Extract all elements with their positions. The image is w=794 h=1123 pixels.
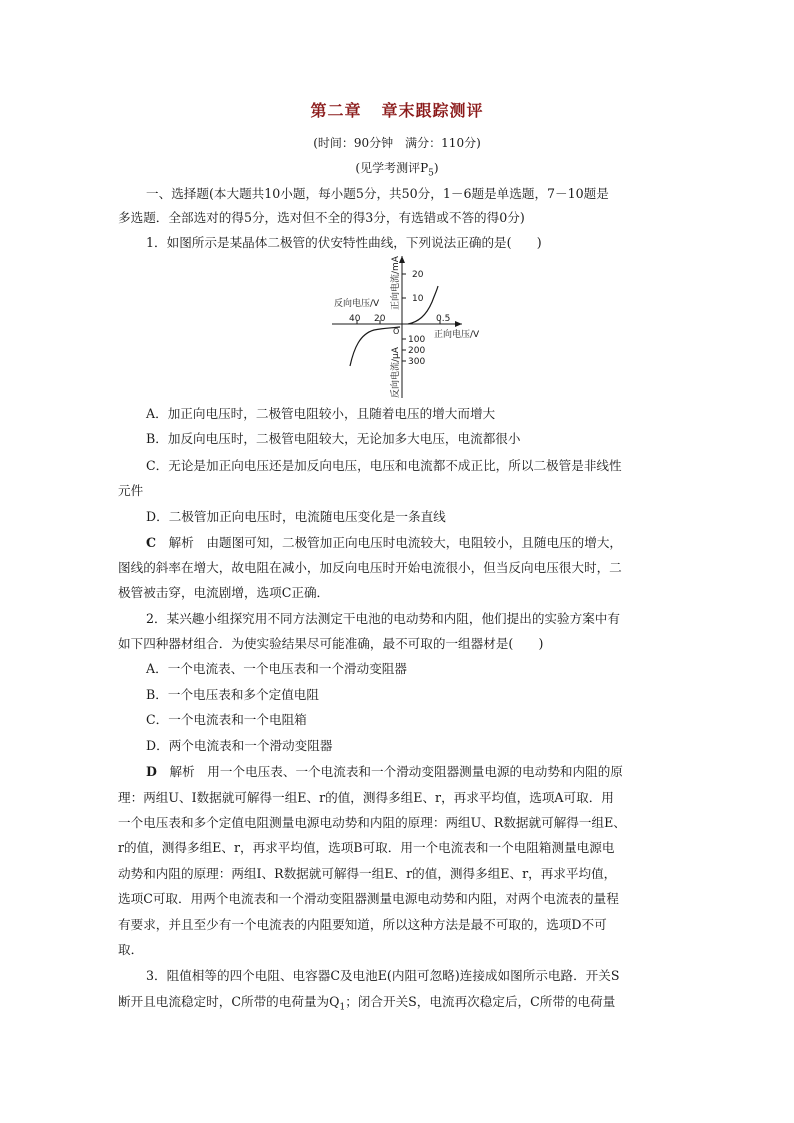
x-tick-label-40: 40 — [349, 314, 361, 324]
option-1d: D．二极管加正向电压时，电流随电压变化是一条直线 — [146, 509, 446, 524]
answer-2-line3: 一个电压表和多个定值电阻测量电源电动势和内阻的原理：两组U、R数据就可解得一组E、 — [118, 815, 626, 830]
section-heading-cont: 多选题．全部选对的得5分，选对但不全的得3分，有选错或不答的得0分) — [118, 210, 525, 225]
x-axis-arrow — [455, 321, 462, 327]
answer-1-label: 解析 — [168, 535, 194, 550]
answer-1-line1 — [146, 535, 706, 551]
answer-2-line7: 有要求，并且至少有一个电流表的内阻要知道，所以这种方法是最不可取的，选项D不可 — [118, 917, 607, 932]
answer-2-line1 — [146, 764, 706, 780]
x-pos-axis-label: 正向电压/V — [434, 330, 480, 340]
x-neg-axis-label: 反向电压/V — [334, 299, 380, 309]
chapter-number: 第二章 — [310, 101, 362, 120]
chapter-title — [0, 98, 794, 121]
answer-1-letter: C — [146, 535, 157, 550]
option-1c-cont: 元件 — [118, 483, 144, 498]
option-1b: B．加反向电压时，二极管电阻较大，无论加多大电压，电流都很小 — [146, 431, 521, 446]
answer-2-text: 用一个电压表、一个电流表和一个滑动变阻器测量电源的电动势和内阻的原 — [207, 764, 623, 779]
answer-2-line5: 动势和内阻的原理：两组I、R数据就可解得一组E、r的值，测得多组E、r，再求平均值， — [118, 866, 617, 881]
option-2a: A．一个电流表、一个电压表和一个滑动变阻器 — [146, 661, 407, 676]
origin-label: O — [393, 327, 400, 336]
option-1c: C．无论是加正向电压还是加反向电压，电压和电流都不成正比，所以二极管是非线性 — [146, 458, 622, 473]
answer-1-text: 由题图可知，二极管加正向电压时电流较大，电阻较小，且随电压的增大， — [206, 535, 622, 550]
forward-curve — [408, 286, 438, 324]
question-3: 3．阻值相等的四个电阻、电容器C及电池E(内阻可忽略)连接成如图所示电路．开关S — [146, 968, 620, 983]
answer-1-line3: 极管被击穿，电流剧增，选项C正确． — [118, 585, 330, 600]
y-neg-axis-label: 反向电流/μA — [391, 347, 401, 398]
y-tick-label-10: 10 — [412, 294, 424, 304]
y-tick-label-20: 20 — [412, 270, 424, 280]
section-heading: 一、选择题(本大题共10小题，每小题5分，共50分，1－6题是单选题，7－10题是 — [146, 186, 609, 201]
question-3-cont: 断开且电流稳定时，C所带的电荷量为$Q_1$；闭合开关S，电流再次稳定后，C所带的电荷量 — [118, 994, 616, 1013]
answer-2-line2: 理：两组U、I数据就可解得一组E、r的值，测得多组E、r，再求平均值，选项A可取．用 — [118, 790, 614, 805]
answer-2-line4: r的值，测得多组E、r，再求平均值，选项B可取．用一个电流表和一个电阻箱测量电源电 — [118, 840, 615, 855]
option-2d: D．两个电流表和一个滑动变阻器 — [146, 738, 333, 753]
question-2: 2．某兴趣小组探究用不同方法测定干电池的电动势和内阻，他们提出的实验方案中有 — [146, 611, 620, 626]
answer-1-line2: 图线的斜率在增大，故电阻在减小，加反向电压时开始电流很小，但当反向电压很大时，二 — [118, 560, 622, 575]
answer-2-label: 解析 — [169, 764, 195, 779]
y-pos-axis-label: 正向电流/mA — [391, 256, 401, 310]
option-1a: A．加正向电压时，二极管电阻较小，且随着电压的增大而增大 — [146, 406, 496, 421]
answer-2-letter: D — [146, 764, 157, 779]
y-tick-label-300: 300 — [408, 357, 426, 367]
question-1: 1．如图所示是某晶体二极管的伏安特性曲线，下列说法正确的是( ) — [146, 235, 542, 250]
reference-line: (见学考测评$P_5$) — [355, 161, 439, 179]
answer-2-line8: 取． — [118, 942, 144, 957]
y-tick-label-200: 200 — [408, 346, 426, 356]
time-score-line: (时间：90分钟 满分：110分) — [313, 136, 481, 150]
x-tick-label-05: 0.5 — [436, 314, 451, 324]
x-tick-label-20: 20 — [374, 314, 386, 324]
answer-2-line6: 选项C可取．用两个电流表和一个滑动变阻器测量电源电动势和内阻，对两个电流表的量程 — [118, 891, 619, 906]
option-2b: B．一个电压表和多个定值电阻 — [146, 687, 319, 702]
chapter-name: 章末跟踪测评 — [381, 101, 484, 120]
y-tick-label-100: 100 — [408, 335, 426, 345]
option-2c: C．一个电流表和一个电阻箱 — [146, 712, 307, 727]
iv-curve-chart — [332, 252, 502, 400]
question-2-cont: 如下四种器材组合．为使实验结果尽可能准确，最不可取的一组器材是( ) — [118, 636, 544, 651]
